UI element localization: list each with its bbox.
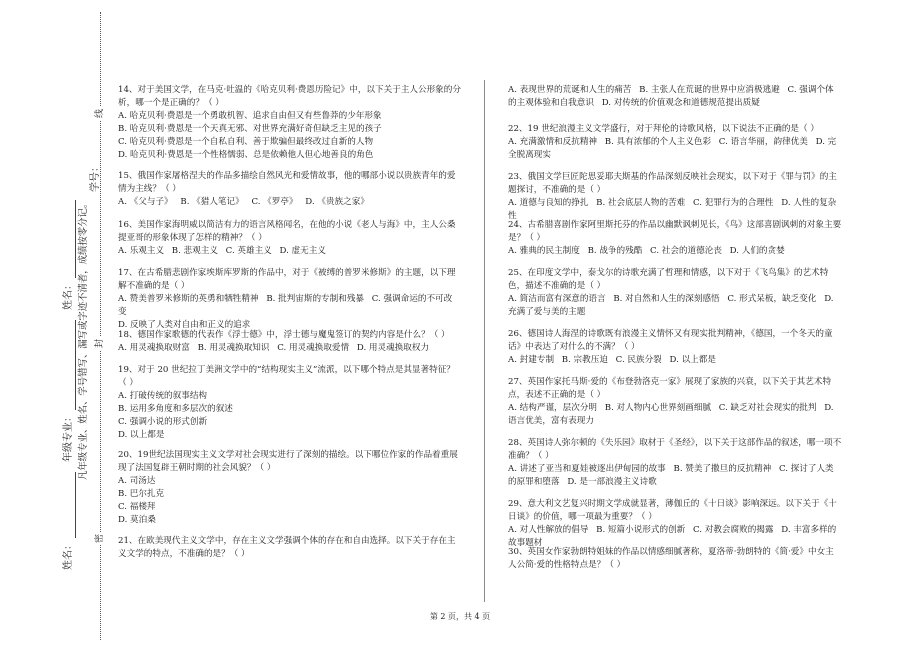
option: A. 对人性解放的倡导: [508, 525, 589, 535]
question-22: [508, 123, 842, 162]
option: B. 《猎人笔记》: [180, 197, 244, 207]
question-stem: 28、英国诗人弥尔顿的《失乐园》取材于《圣经》，以下关于这部作品的叙述，哪一项不准确？（ ）: [508, 438, 842, 461]
option: C. 缺乏对社会现实的批判: [718, 403, 817, 413]
question-stem: 25、在印度文学中，泰戈尔的诗歌充满了哲理和情感，以下对于《飞鸟集》的艺术特色，描述不准确的是（ ）: [508, 268, 829, 291]
option: C. 强调命运的不可改变: [118, 294, 453, 317]
question-20: [118, 449, 463, 527]
option: C. 社会的道德沦丧: [650, 246, 722, 256]
options-row: [118, 196, 463, 209]
option: B. 运用多角度和多层次的叙述: [118, 404, 233, 414]
question-stem: 22、19 世纪浪漫主义文学盛行，对于拜伦的诗歌风格，以下说法不正确的是（ ）: [508, 124, 819, 134]
question-stem: 20、19世纪法国现实主义文学对社会现实进行了深刻的描绘。以下哪位作家的作品着重展现了法国复辟王朝时期的社会风貌？（ ）: [118, 450, 458, 473]
left-column: [118, 0, 463, 651]
options-row: [118, 293, 463, 319]
option: B. 用灵魂换取知识: [197, 343, 270, 353]
question-stem: 16、美国作家海明威以简洁有力的语言风格闻名，在他的小说《老人与海》中，主人公桑提亚哥的形象体现了怎样的精神？（ ）: [118, 220, 456, 243]
option: D. 完全脱离现实: [508, 137, 837, 160]
question-30: [508, 546, 842, 572]
question-stem: 19、对于 20 世纪拉丁美洲文学中的“结构现实主义”流派，以下哪个特点是其显著特征？（ ）: [118, 365, 455, 388]
option: D. 人们的贪婪: [729, 246, 785, 256]
question-24: [508, 219, 842, 258]
option: D. 以上都是: [118, 430, 165, 440]
option: D. 是一部浪漫主义诗歌: [567, 477, 657, 487]
option: A. 哈克贝利·费恩是一个勇敢机智、追求自由但又有些鲁莽的少年形象: [118, 111, 382, 121]
question-28: [508, 437, 842, 489]
question-stem: 26、德国诗人海涅的诗歌既有浪漫主义情怀又有现实批判精神，《德国，一个冬天的童话》中表达了对什么的不满？（ ）: [508, 329, 833, 352]
option: B. 赞美了撒旦的反抗精神: [673, 464, 772, 474]
option: B. 主张人在荒诞的世界中应消极逃避: [639, 85, 780, 95]
seal-char-mi: 密: [95, 533, 105, 543]
question-stem: 30、英国女作家勃朗特姐妹的作品以情感细腻著称，夏洛蒂·勃朗特的《简·爱》中女主人公简·爱的性格特点是？（ ）: [508, 547, 834, 570]
option: D. 语言优美，富有表现力: [508, 403, 834, 426]
option: B. 对自然和人生的深刻感悟: [613, 294, 720, 304]
options-row: [118, 342, 463, 355]
option: B. 哈克贝利·费恩是一个天真无邪、对世界充满好奇但缺乏主见的孩子: [118, 124, 382, 134]
option: C. 对教会腐败的揭露: [693, 525, 774, 535]
option: C. 《罗亭》: [251, 197, 298, 207]
question-25: [508, 267, 842, 319]
option: A. 用灵魂换取财富: [118, 343, 190, 353]
option: B. 悲观主义: [171, 246, 218, 256]
option: C. 形式呆板，缺乏变化: [727, 294, 817, 304]
option: B. 巴尔扎克: [118, 489, 165, 499]
option: B. 战争的残酷: [587, 246, 643, 256]
question-19: [118, 364, 463, 442]
option: D. 人性的复杂性: [508, 198, 837, 221]
option: D. 哈克贝利·费恩是一个性格懦弱、总是依赖他人但心地善良的角色: [118, 150, 374, 160]
binding-margin: [55, 30, 107, 590]
option: C. 犯罪行为的合理性: [693, 198, 774, 208]
binding-notice: 凡年级专业、姓名、学号错写、漏写或字迹不清者，成绩按零分记。: [78, 198, 89, 480]
question-21-options: [508, 84, 842, 110]
question-27: [508, 376, 842, 428]
question-18: [118, 329, 463, 355]
option: B. 短篇小说形式的创新: [596, 525, 686, 535]
question-15: [118, 170, 463, 209]
option: A. 简洁而富有深意的语言: [508, 294, 606, 304]
option: C. 用灵魂换取爱情: [277, 343, 350, 353]
option: C. 强调个体的主观体验和自我意识: [508, 85, 834, 108]
options-row: [508, 402, 842, 428]
question-17: [118, 267, 463, 332]
option: D. 丰富多样的故事题材: [508, 525, 837, 548]
option: A. 表现世界的荒诞和人生的痛苦: [508, 85, 632, 95]
question-stem: 18、德国作家歌德的代表作《浮士德》中，浮士德与魔鬼签订的契约内容是什么？（ ）: [118, 330, 450, 340]
name-blank: [75, 200, 76, 278]
options-row: [508, 463, 842, 489]
option: C. 哈克贝利·费恩是一个自私自利、善于欺骗但最终改过自新的人物: [118, 137, 374, 147]
options-row: [508, 245, 842, 258]
name-blank-bottom: [75, 472, 76, 538]
options-row: [508, 84, 842, 110]
option: C. 探讨了人类的原罪和堕落: [508, 464, 834, 487]
option: C. 语言华丽，韵律优美: [718, 137, 808, 147]
major-label: 年级专业：: [63, 412, 74, 462]
options-row: [508, 136, 842, 162]
option: A. 乐观主义: [118, 246, 165, 256]
question-stem: 24、古希腊喜剧作家阿里斯托芬的作品以幽默讽刺见长，《鸟》这部喜剧讽刺的对象主要是？（ ）: [508, 220, 842, 243]
question-stem: 21、在欧美现代主义文学中，存在主义文学强调个体的存在和自由选择。以下关于存在主义文学的特点，不准确的是？（ ）: [118, 536, 456, 559]
option: B. 对人物内心世界刻画细腻: [604, 403, 712, 413]
id-label: 学号：: [90, 162, 101, 192]
option: C. 强调小说的形式创新: [118, 417, 208, 427]
major-blank: [75, 320, 76, 410]
option: A. 司汤达: [118, 476, 156, 486]
option: D. 《贵族之家》: [305, 197, 369, 207]
question-stem: 27、英国作家托马斯·爱的《布登勃洛克一家》展现了家族的兴衰，以下关于其艺术特点，表述不正确的是（ ）: [508, 377, 832, 400]
option: D. 用灵魂换取权力: [356, 343, 430, 353]
option: D. 充满了爱与美的主题: [508, 294, 834, 317]
seal-char-xian: 线: [95, 108, 105, 118]
question-16: [118, 219, 463, 258]
option: B. 宗教压迫: [561, 355, 608, 365]
question-21: [118, 535, 463, 561]
option: D. 对传统的价值观念和道德规范提出质疑: [601, 98, 760, 108]
options-row: [508, 293, 842, 319]
question-29: [508, 498, 842, 550]
option: D. 反映了人类对自由和正义的追求: [118, 320, 251, 330]
option: C. 福楼拜: [118, 502, 156, 512]
name-label: 姓名：: [63, 280, 74, 310]
option: B. 具有浓郁的个人主义色彩: [604, 137, 712, 147]
option: A. 结构严谨，层次分明: [508, 403, 598, 413]
option: A. 讲述了亚当和夏娃被逐出伊甸园的故事: [508, 464, 666, 474]
option: D. 以上都是: [669, 355, 716, 365]
option: B. 批判宙斯的专制和残暴: [266, 294, 365, 304]
question-stem: 17、在古希腊悲剧作家埃斯库罗斯的作品中，对于《被缚的普罗米修斯》的主题，以下理解不准确的是（ ）: [118, 268, 456, 291]
question-stem: 15、俄国作家屠格涅夫的作品多描绘自然风光和爱情故事，他的哪部小说以贵族青年的爱情为主线？（ ）: [118, 171, 456, 194]
option: B. 社会底层人物的苦难: [596, 198, 686, 208]
question-stem: 23、俄国文学巨匠陀思妥耶夫斯基的作品深刻反映社会现实，以下对于《罪与罚》的主题探讨，不准确的是（ ）: [508, 172, 837, 195]
right-column: [508, 0, 842, 651]
seal-char-feng: 封: [95, 338, 105, 348]
question-stem: 29、意大利文艺复兴时期文学成就显著，薄伽丘的《十日谈》影响深远。以下关于《十日谈》的价值，哪一项最为重要？（ ）: [508, 499, 837, 522]
question-23: [508, 171, 842, 223]
question-stem: 14、对于美国文学，在马克·吐温的《哈克贝利·费恩历险记》中，以下关于主人公形象的分析，哪一个是正确的？（ ）: [118, 85, 461, 108]
option: A. 打破传统的叙事结构: [118, 391, 208, 401]
option: A. 雅典的民主制度: [508, 246, 580, 256]
question-26: [508, 328, 842, 367]
option: A. 充满激情和反抗精神: [508, 137, 598, 147]
option: D. 虚无主义: [279, 246, 326, 256]
option: A. 《父与子》: [118, 197, 173, 207]
option: C. 英雄主义: [225, 246, 272, 256]
option: A. 赞美普罗米修斯的英勇和牺牲精神: [118, 294, 259, 304]
option: A. 封建专制: [508, 355, 555, 365]
option: A. 道德与良知的挣扎: [508, 198, 589, 208]
question-14: [118, 84, 463, 162]
column-divider: [484, 80, 485, 602]
option: C. 民族分裂: [615, 355, 662, 365]
options-row: [508, 354, 842, 367]
option: D. 莫泊桑: [118, 515, 156, 525]
page-footer: 第 2 页，共 4 页: [429, 612, 491, 621]
name-label-bottom: 姓名：: [63, 540, 74, 570]
options-row: [118, 245, 463, 258]
